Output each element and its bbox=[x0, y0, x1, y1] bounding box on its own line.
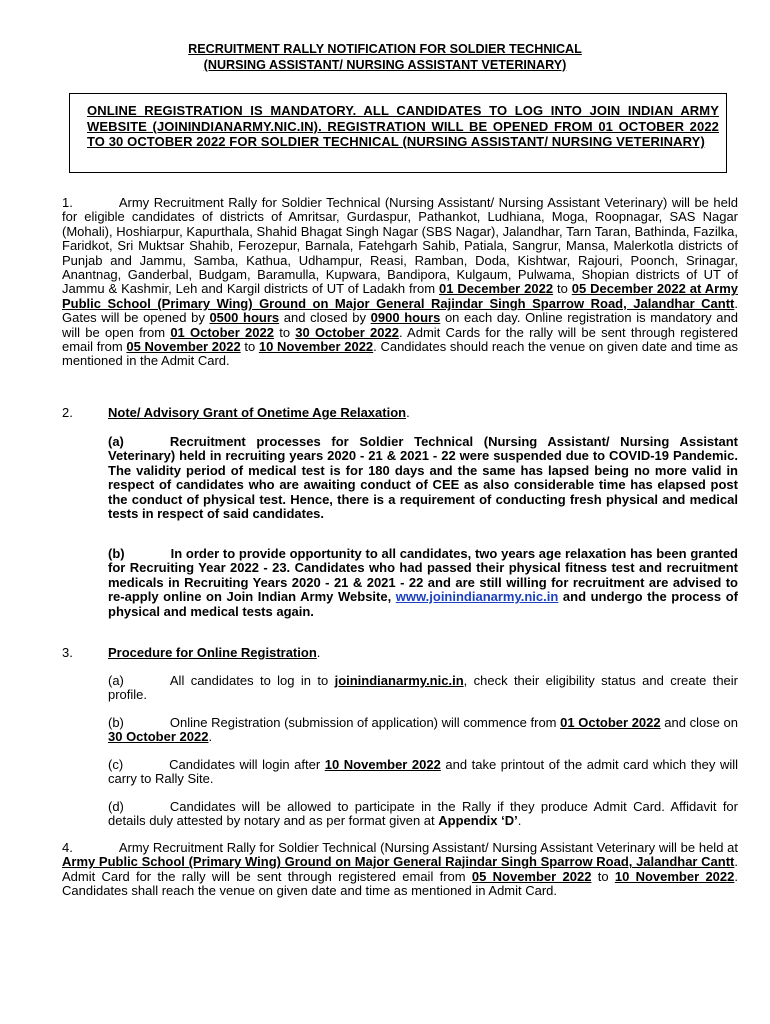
registration-notice-text: ONLINE REGISTRATION IS MANDATORY. ALL CANDIDATES TO LOG INTO JOIN INDIAN ARMY WEBSITE (JOININDIANARMY.NIC.IN). REGISTRATION WILL BE OPENED FROM 01 OCTOBER 2022 TO 30 OCTOBER 2022 FOR SOLDIER TECHNICAL (NURSING ASSISTANT/ NURSING VETERINARY) bbox=[87, 103, 719, 149]
subpara-label: (b) bbox=[108, 546, 125, 561]
text-fragment: to bbox=[553, 281, 572, 297]
rally-venue: Army Public School (Primary Wing) Ground on Major General Rajindar Singh Sparrow Road, Jalandhar Cantt bbox=[62, 854, 735, 870]
paragraph-2b bbox=[108, 547, 738, 619]
paragraph-1 bbox=[62, 196, 738, 369]
paragraph-3-heading bbox=[108, 646, 738, 660]
text-fragment: and undergo the process of physical and medical tests again. bbox=[108, 589, 738, 619]
text-fragment: . bbox=[208, 729, 213, 745]
appendix-reference: Appendix ‘D’ bbox=[438, 813, 518, 829]
text-fragment: Candidates will be allowed to participate in the Rally if they produce Admit Card. Affidavit for details duly attested by notary and as per format given at bbox=[108, 799, 738, 829]
paragraph-2a bbox=[108, 435, 738, 521]
admit-card-email-end: 10 November 2022 bbox=[614, 868, 735, 884]
document-title-line2: (NURSING ASSISTANT/ NURSING ASSISTANT VETERINARY) bbox=[203, 58, 567, 72]
paragraph-2-heading bbox=[108, 406, 738, 420]
paragraph-3d bbox=[108, 800, 738, 829]
online-registration-end: 30 October 2022 bbox=[108, 729, 209, 745]
text-fragment: and take printout of the admit card which they will carry to Rally Site. bbox=[108, 757, 738, 787]
text-fragment: Candidates will login after bbox=[169, 757, 325, 772]
admit-card-end-date: 10 November 2022 bbox=[258, 339, 374, 355]
text-fragment: , check their eligibility status and create their profile. bbox=[108, 673, 738, 703]
text-fragment: . Admit Cards for the rally will be sent through registered email from bbox=[62, 324, 738, 355]
text-fragment: to bbox=[240, 339, 259, 355]
subpara-label: (a) bbox=[108, 673, 124, 688]
document-title-line1: RECRUITMENT RALLY NOTIFICATION FOR SOLDIER TECHNICAL bbox=[188, 42, 582, 56]
text-fragment: . bbox=[406, 405, 410, 420]
registration-open-date: 01 October 2022 bbox=[170, 324, 274, 340]
text-fragment: . Candidates shall reach the venue on given date and time as mentioned in Admit Card. bbox=[62, 868, 738, 899]
paragraph-3c bbox=[108, 758, 738, 787]
paragraph-number: 1. bbox=[62, 195, 73, 210]
admit-card-start-date: 05 November 2022 bbox=[126, 339, 241, 355]
text-fragment: . Candidates should reach the venue on given date and time as mentioned in the Admit Card. bbox=[62, 339, 738, 369]
paragraph-number: 4. bbox=[62, 840, 73, 855]
section-heading: Note/ Advisory Grant of Onetime Age Relaxation bbox=[108, 405, 407, 420]
section-heading: Procedure for Online Registration bbox=[108, 645, 317, 660]
rally-end-date-venue: 05 December 2022 at Army Public School (Primary Wing) Ground on Major General Rajindar Singh Sparrow Road, Jalandhar Cantt bbox=[62, 281, 738, 311]
paragraph-3-number: 3. bbox=[62, 645, 73, 660]
admit-card-login-date: 10 November 2022 bbox=[324, 757, 441, 772]
paragraph-2a-text: Recruitment processes for Soldier Technical (Nursing Assistant/ Nursing Assistant Veterinary) held in recruiting years 2020 - 21 & 2021 - 22 were suspended due to COVID-19 Pandemic. The validity period of medical test is for 180 days and the same has lapsed being no more valid in respect of candidates who are awaiting conduct of CEE as also considerable time has elapsed post the conduct of physical test. Hence, there is a requirement of conducting fresh physical and medical tests in respect of said candidates. bbox=[108, 434, 738, 522]
gate-close-time: 0900 hours bbox=[370, 310, 441, 326]
paragraph-2b-text: In order to provide opportunity to all candidates, two years age relaxation has been granted for Recruiting Year 2022 - 23. Candidates who had passed their physical fitness test and recruitment medicals in Recruiting Years 2020 - 21 & 2021 - 22 and are still willing for recruitment are advised to re-apply online on Join Indian Army Website, bbox=[108, 546, 738, 605]
text-fragment: and closed by bbox=[279, 310, 371, 326]
join-indian-army-link[interactable]: www.joinindianarmy.nic.in bbox=[395, 589, 559, 605]
text-fragment: . Admit Card for the rally will be sent through registered email from bbox=[62, 854, 738, 884]
paragraph-1-text: Army Recruitment Rally for Soldier Technical (Nursing Assistant/ Nursing Assistant Veterinary) will be held for eligible candidates of districts of Amritsar, Gurdaspur, Pathankot, Ludhiana, Moga, Roopnagar, SAS Nagar (Mohali), Hoshiarpur, Kapurthala, Shahid Bhagat Singh Nagar (SBS Nagar), Jalandhar, Tarn Taran, Bathinda, Fazilka, Faridkot, Sri Muktsar Shahib, Ferozepur, Barnala, Fatehgarh Sahib, Patiala, Sangrur, Mansa, Malerkotla districts of Punjab and Jammu, Samba, Kathua, Udhampur, Reasi, Ramban, Doda, Kishtwar, Rajouri, Poonch, Srinagar, Anantnag, Ganderbal, Budgam, Baramulla, Kupwara, Bandipora, Kulgaum, Pulwama, Shopian districts of UT of Jammu & Kashmir, Leh and Kargil districts of UT of Ladakh from bbox=[62, 195, 738, 297]
gate-open-time: 0500 hours bbox=[209, 310, 280, 326]
rally-start-date: 01 December 2022 bbox=[438, 281, 554, 297]
join-indian-army-site-link[interactable]: joinindianarmy.nic.in bbox=[334, 673, 464, 688]
paragraph-4 bbox=[62, 841, 738, 899]
admit-card-email-start: 05 November 2022 bbox=[471, 868, 592, 884]
text-fragment: All candidates to log in to bbox=[169, 673, 335, 688]
text-fragment: on each day. Online registration is mandatory and will be open from bbox=[62, 310, 738, 340]
registration-close-date: 30 October 2022 bbox=[295, 324, 399, 340]
registration-notice-box bbox=[69, 93, 727, 173]
online-registration-start: 01 October 2022 bbox=[560, 715, 661, 730]
subpara-label: (a) bbox=[108, 434, 124, 449]
text-fragment: to bbox=[273, 324, 296, 340]
subpara-label: (b) bbox=[108, 715, 124, 730]
subpara-label: (d) bbox=[108, 799, 124, 814]
text-fragment: . Gates will be opened by bbox=[62, 295, 738, 326]
text-fragment: . bbox=[517, 813, 522, 829]
text-fragment: to bbox=[591, 868, 615, 884]
paragraph-3b bbox=[108, 716, 738, 745]
text-fragment: . bbox=[316, 645, 321, 660]
paragraph-2-number: 2. bbox=[62, 405, 73, 420]
text-fragment: and close on bbox=[660, 715, 738, 730]
text-fragment: Online Registration (submission of application) will commence from bbox=[169, 715, 561, 730]
paragraph-3a bbox=[108, 674, 738, 703]
subpara-label: (c) bbox=[108, 757, 124, 772]
text-fragment: Army Recruitment Rally for Soldier Technical (Nursing Assistant/ Nursing Assistant Veterinary will be held at bbox=[118, 840, 738, 855]
